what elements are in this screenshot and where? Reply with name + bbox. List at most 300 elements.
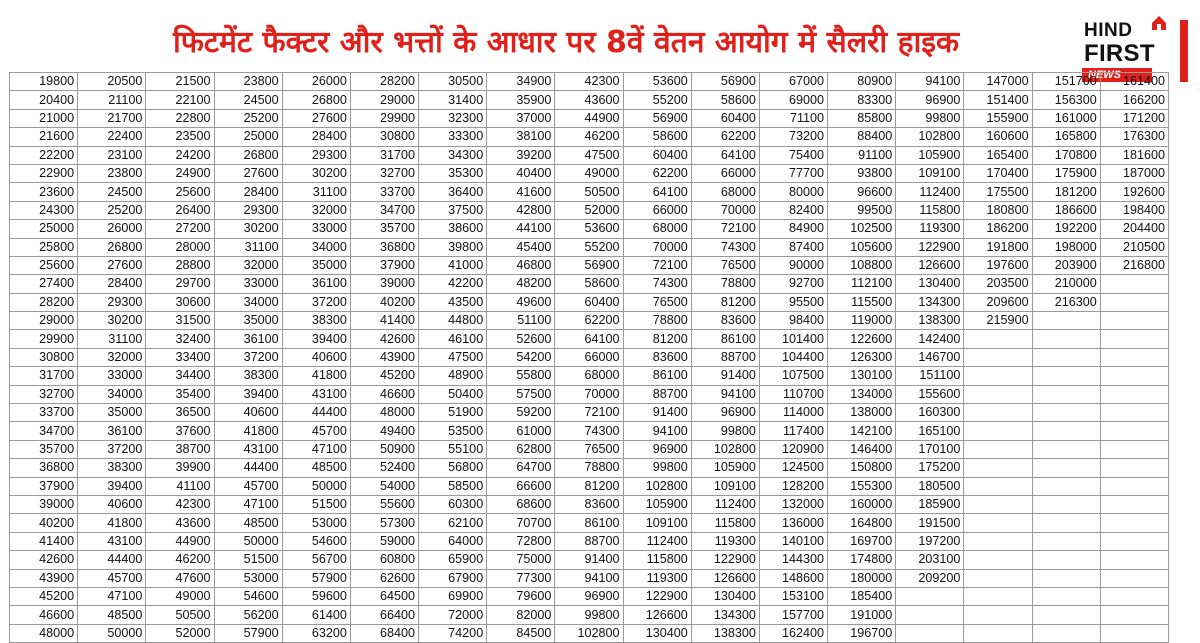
table-cell: [1032, 422, 1100, 440]
table-cell: 57900: [214, 624, 282, 642]
table-cell: 181200: [1032, 183, 1100, 201]
table-cell: 81200: [623, 330, 691, 348]
table-cell: [1032, 404, 1100, 422]
table-cell: 91100: [828, 146, 896, 164]
table-cell: 64100: [555, 330, 623, 348]
table-cell: 54600: [282, 532, 350, 550]
house-icon: [1150, 14, 1168, 32]
table-cell: 203100: [896, 551, 964, 569]
table-cell: 88700: [691, 348, 759, 366]
table-cell: 53600: [555, 220, 623, 238]
table-cell: 52000: [146, 624, 214, 642]
table-cell: 53000: [214, 569, 282, 587]
table-cell: 62800: [487, 440, 555, 458]
table-cell: 72100: [691, 220, 759, 238]
table-cell: 26400: [146, 201, 214, 219]
table-cell: 114000: [759, 404, 827, 422]
table-cell: 74300: [623, 275, 691, 293]
table-cell: 66400: [350, 606, 418, 624]
table-cell: 109100: [623, 514, 691, 532]
table-cell: 83600: [555, 495, 623, 513]
table-cell: 25600: [10, 256, 78, 274]
table-cell: 216300: [1032, 293, 1100, 311]
table-cell: 34900: [487, 73, 555, 91]
table-cell: 112400: [896, 183, 964, 201]
table-cell: 42800: [487, 201, 555, 219]
table-cell: 153100: [759, 587, 827, 605]
table-cell: 31700: [350, 146, 418, 164]
table-cell: 164800: [828, 514, 896, 532]
table-cell: 54600: [214, 587, 282, 605]
table-cell: 61400: [282, 606, 350, 624]
table-cell: 50000: [78, 624, 146, 642]
table-row: [10, 183, 1169, 201]
table-cell: 26000: [282, 73, 350, 91]
table-cell: 98400: [759, 312, 827, 330]
table-cell: 67000: [759, 73, 827, 91]
table-cell: 55100: [419, 440, 487, 458]
table-cell: [964, 422, 1032, 440]
table-cell: 22400: [78, 128, 146, 146]
table-cell: 46200: [555, 128, 623, 146]
table-cell: 165800: [1032, 128, 1100, 146]
table-cell: 94100: [555, 569, 623, 587]
table-cell: 102500: [828, 220, 896, 238]
table-cell: 68000: [555, 367, 623, 385]
table-cell: 48200: [487, 275, 555, 293]
table-cell: 50500: [555, 183, 623, 201]
table-cell: [1100, 587, 1168, 605]
table-cell: 25000: [10, 220, 78, 238]
logo-accent-bar: [1180, 20, 1188, 82]
table-cell: 60400: [623, 146, 691, 164]
table-cell: 60800: [350, 551, 418, 569]
table-cell: 48000: [350, 404, 418, 422]
table-cell: 72100: [555, 404, 623, 422]
table-cell: 83300: [828, 91, 896, 109]
table-row: [10, 422, 1169, 440]
table-cell: 65900: [419, 551, 487, 569]
table-cell: 25200: [214, 109, 282, 127]
table-cell: 146400: [828, 440, 896, 458]
table-cell: 55200: [555, 238, 623, 256]
table-cell: 36800: [10, 459, 78, 477]
table-cell: [1100, 440, 1168, 458]
table-cell: 41800: [78, 514, 146, 532]
header-banner: [0, 0, 1200, 80]
table-cell: [1032, 587, 1100, 605]
table-cell: 72100: [623, 256, 691, 274]
table-cell: 39900: [146, 459, 214, 477]
table-cell: 45700: [282, 422, 350, 440]
table-row: [10, 569, 1169, 587]
table-cell: 115500: [828, 293, 896, 311]
table-cell: 77700: [759, 164, 827, 182]
table-cell: 51500: [282, 495, 350, 513]
table-cell: 43600: [555, 91, 623, 109]
table-cell: 105600: [828, 238, 896, 256]
table-cell: 75400: [759, 146, 827, 164]
table-cell: 120900: [759, 440, 827, 458]
table-cell: [964, 532, 1032, 550]
table-cell: 134000: [828, 385, 896, 403]
table-cell: 70000: [555, 385, 623, 403]
table-cell: 33000: [78, 367, 146, 385]
table-cell: 68000: [623, 220, 691, 238]
table-cell: 41100: [146, 477, 214, 495]
table-cell: 122900: [691, 551, 759, 569]
table-cell: 35000: [214, 312, 282, 330]
table-cell: 41000: [419, 256, 487, 274]
table-cell: 88400: [828, 128, 896, 146]
table-cell: 28200: [350, 73, 418, 91]
table-cell: 48500: [214, 514, 282, 532]
table-row: [10, 201, 1169, 219]
table-cell: 29700: [146, 275, 214, 293]
table-cell: [1032, 514, 1100, 532]
table-cell: 96600: [828, 183, 896, 201]
table-cell: 27200: [146, 220, 214, 238]
table-cell: 49000: [146, 587, 214, 605]
table-cell: 69000: [759, 91, 827, 109]
table-cell: 160600: [964, 128, 1032, 146]
table-cell: 42300: [146, 495, 214, 513]
table-cell: 210000: [1032, 275, 1100, 293]
table-cell: 99800: [623, 459, 691, 477]
table-cell: [1100, 367, 1168, 385]
table-cell: [1032, 348, 1100, 366]
table-cell: 67900: [419, 569, 487, 587]
table-cell: 40200: [10, 514, 78, 532]
table-cell: 55600: [350, 495, 418, 513]
table-cell: [1100, 551, 1168, 569]
table-cell: 84900: [759, 220, 827, 238]
table-cell: 96900: [691, 404, 759, 422]
table-cell: 64100: [691, 146, 759, 164]
table-cell: [1100, 569, 1168, 587]
table-cell: [964, 348, 1032, 366]
table-cell: 66000: [691, 164, 759, 182]
table-cell: 155900: [964, 109, 1032, 127]
table-cell: 38300: [282, 312, 350, 330]
table-cell: 209200: [896, 569, 964, 587]
table-cell: 37200: [282, 293, 350, 311]
table-cell: 112100: [828, 275, 896, 293]
table-cell: 37200: [78, 440, 146, 458]
table-cell: 94100: [623, 422, 691, 440]
table-row: [10, 551, 1169, 569]
table-cell: 35000: [78, 404, 146, 422]
table-row: [10, 624, 1169, 642]
table-row: [10, 220, 1169, 238]
table-cell: 34000: [214, 293, 282, 311]
table-cell: 32000: [78, 348, 146, 366]
table-row: [10, 238, 1169, 256]
table-cell: 48900: [419, 367, 487, 385]
table-cell: 160000: [828, 495, 896, 513]
table-cell: 44400: [282, 404, 350, 422]
table-cell: 81200: [691, 293, 759, 311]
table-cell: 91400: [555, 551, 623, 569]
logo-text-first: FIRST: [1084, 40, 1155, 67]
table-cell: 41400: [350, 312, 418, 330]
table-cell: 119300: [623, 569, 691, 587]
table-cell: 191800: [964, 238, 1032, 256]
table-cell: 44800: [419, 312, 487, 330]
table-cell: 29300: [282, 146, 350, 164]
table-cell: 138300: [691, 624, 759, 642]
table-cell: 40600: [282, 348, 350, 366]
table-cell: 88700: [623, 385, 691, 403]
table-cell: 38700: [146, 440, 214, 458]
table-cell: 51500: [214, 551, 282, 569]
table-cell: 70000: [623, 238, 691, 256]
logo-text-hind: HIND: [1084, 20, 1133, 41]
table-cell: 29000: [350, 91, 418, 109]
table-cell: 32300: [419, 109, 487, 127]
table-cell: 40600: [78, 495, 146, 513]
table-cell: 71100: [759, 109, 827, 127]
table-row: [10, 146, 1169, 164]
table-cell: [1100, 404, 1168, 422]
table-cell: 22900: [10, 164, 78, 182]
table-cell: 96900: [623, 440, 691, 458]
table-cell: 216800: [1100, 256, 1168, 274]
table-cell: 187000: [1100, 164, 1168, 182]
table-cell: 47600: [146, 569, 214, 587]
table-cell: [1032, 367, 1100, 385]
table-cell: 165400: [964, 146, 1032, 164]
table-cell: 94100: [691, 385, 759, 403]
table-cell: [1032, 569, 1100, 587]
table-cell: 157700: [759, 606, 827, 624]
table-row: [10, 459, 1169, 477]
table-cell: 39400: [282, 330, 350, 348]
table-cell: 91400: [691, 367, 759, 385]
table-cell: 50000: [282, 477, 350, 495]
table-cell: [964, 514, 1032, 532]
table-cell: 101400: [759, 330, 827, 348]
table-cell: [1100, 348, 1168, 366]
table-cell: 29300: [78, 293, 146, 311]
table-cell: 197600: [964, 256, 1032, 274]
table-cell: 180000: [828, 569, 896, 587]
table-cell: [1032, 440, 1100, 458]
table-cell: 43900: [350, 348, 418, 366]
table-cell: 109100: [896, 164, 964, 182]
table-cell: 210500: [1100, 238, 1168, 256]
table-cell: [1032, 606, 1100, 624]
table-cell: 160300: [896, 404, 964, 422]
table-cell: 56900: [555, 256, 623, 274]
table-cell: 83600: [623, 348, 691, 366]
table-cell: 44400: [214, 459, 282, 477]
table-cell: 56200: [214, 606, 282, 624]
table-row: [10, 128, 1169, 146]
table-cell: 181600: [1100, 146, 1168, 164]
table-cell: 102800: [623, 477, 691, 495]
table-cell: 26800: [214, 146, 282, 164]
table-cell: 47100: [214, 495, 282, 513]
table-cell: 117400: [759, 422, 827, 440]
table-cell: 105900: [623, 495, 691, 513]
table-cell: 28200: [10, 293, 78, 311]
table-cell: [964, 624, 1032, 642]
table-cell: [964, 606, 1032, 624]
table-cell: 43100: [214, 440, 282, 458]
table-cell: 86100: [691, 330, 759, 348]
table-cell: 119300: [896, 220, 964, 238]
table-cell: 43100: [282, 385, 350, 403]
table-cell: 209600: [964, 293, 1032, 311]
table-cell: 64700: [487, 459, 555, 477]
table-cell: 23800: [214, 73, 282, 91]
table-cell: 57500: [487, 385, 555, 403]
table-cell: 45700: [78, 569, 146, 587]
table-cell: 88700: [555, 532, 623, 550]
table-cell: 94100: [896, 73, 964, 91]
table-cell: 180800: [964, 201, 1032, 219]
table-cell: 155300: [828, 477, 896, 495]
table-cell: [896, 587, 964, 605]
table-cell: 58600: [623, 128, 691, 146]
table-cell: [1032, 459, 1100, 477]
table-cell: 99800: [691, 422, 759, 440]
table-cell: 107500: [759, 367, 827, 385]
table-cell: 50400: [419, 385, 487, 403]
table-row: [10, 385, 1169, 403]
table-cell: 40600: [214, 404, 282, 422]
table-cell: 52600: [487, 330, 555, 348]
table-cell: [1100, 624, 1168, 642]
table-cell: 38600: [419, 220, 487, 238]
table-cell: 170100: [896, 440, 964, 458]
table-cell: 203500: [964, 275, 1032, 293]
table-cell: 54000: [350, 477, 418, 495]
table-cell: 28000: [146, 238, 214, 256]
table-cell: 161000: [1032, 109, 1100, 127]
table-cell: 176300: [1100, 128, 1168, 146]
table-cell: 45700: [214, 477, 282, 495]
table-cell: [964, 385, 1032, 403]
table-cell: 77300: [487, 569, 555, 587]
table-cell: 60400: [555, 293, 623, 311]
table-cell: 186600: [1032, 201, 1100, 219]
table-cell: 148600: [759, 569, 827, 587]
table-cell: 58600: [555, 275, 623, 293]
table-cell: [964, 459, 1032, 477]
table-cell: 50000: [214, 532, 282, 550]
table-cell: 203900: [1032, 256, 1100, 274]
table-cell: 138000: [828, 404, 896, 422]
table-cell: 56900: [691, 73, 759, 91]
table-cell: [964, 569, 1032, 587]
table-row: [10, 348, 1169, 366]
table-cell: 105900: [691, 459, 759, 477]
table-cell: 24300: [10, 201, 78, 219]
table-cell: 31400: [419, 91, 487, 109]
table-cell: 64000: [419, 532, 487, 550]
table-cell: 21100: [78, 91, 146, 109]
table-cell: 91400: [623, 404, 691, 422]
table-cell: 21700: [78, 109, 146, 127]
table-cell: [1100, 330, 1168, 348]
table-cell: 60400: [691, 109, 759, 127]
table-cell: 72800: [487, 532, 555, 550]
table-cell: 156300: [1032, 91, 1100, 109]
table-cell: 30800: [350, 128, 418, 146]
table-cell: 21600: [10, 128, 78, 146]
table-row: [10, 164, 1169, 182]
table-cell: 150800: [828, 459, 896, 477]
table-cell: 54200: [487, 348, 555, 366]
table-cell: 49600: [487, 293, 555, 311]
table-cell: 21500: [146, 73, 214, 91]
table-cell: 204400: [1100, 220, 1168, 238]
table-cell: 192200: [1032, 220, 1100, 238]
table-cell: 26000: [78, 220, 146, 238]
table-cell: 24500: [214, 91, 282, 109]
logo-news-tag: NEWS: [1082, 68, 1152, 82]
table-cell: 169700: [828, 532, 896, 550]
table-cell: 30200: [78, 312, 146, 330]
table-cell: 51100: [487, 312, 555, 330]
table-cell: 59200: [487, 404, 555, 422]
table-cell: 136000: [759, 514, 827, 532]
table-cell: 31500: [146, 312, 214, 330]
table-cell: 124500: [759, 459, 827, 477]
table-cell: 99800: [555, 606, 623, 624]
table-cell: [1100, 514, 1168, 532]
table-cell: 23500: [146, 128, 214, 146]
table-cell: 112400: [691, 495, 759, 513]
table-cell: 20500: [78, 73, 146, 91]
table-cell: 85800: [828, 109, 896, 127]
table-cell: 57300: [350, 514, 418, 532]
table-cell: 90000: [759, 256, 827, 274]
table-cell: 186200: [964, 220, 1032, 238]
table-cell: 39400: [78, 477, 146, 495]
table-cell: 44100: [487, 220, 555, 238]
table-cell: 53500: [419, 422, 487, 440]
table-cell: 37900: [10, 477, 78, 495]
table-cell: 58600: [691, 91, 759, 109]
table-cell: [1100, 532, 1168, 550]
table-cell: 36100: [214, 330, 282, 348]
table-cell: 170400: [964, 164, 1032, 182]
table-cell: [1100, 422, 1168, 440]
table-cell: 40400: [487, 164, 555, 182]
table-cell: 48500: [78, 606, 146, 624]
table-cell: 99800: [896, 109, 964, 127]
table-cell: 46600: [10, 606, 78, 624]
table-cell: [1100, 312, 1168, 330]
table-cell: 35900: [487, 91, 555, 109]
table-cell: 59600: [282, 587, 350, 605]
table-cell: 39000: [10, 495, 78, 513]
table-cell: 22100: [146, 91, 214, 109]
table-cell: 66000: [555, 348, 623, 366]
table-cell: [1100, 477, 1168, 495]
table-cell: 84500: [487, 624, 555, 642]
table-cell: 35400: [146, 385, 214, 403]
table-cell: [1100, 293, 1168, 311]
table-cell: 191000: [828, 606, 896, 624]
table-cell: 76500: [623, 293, 691, 311]
table-cell: 119000: [828, 312, 896, 330]
table-cell: [964, 551, 1032, 569]
table-cell: [1100, 495, 1168, 513]
